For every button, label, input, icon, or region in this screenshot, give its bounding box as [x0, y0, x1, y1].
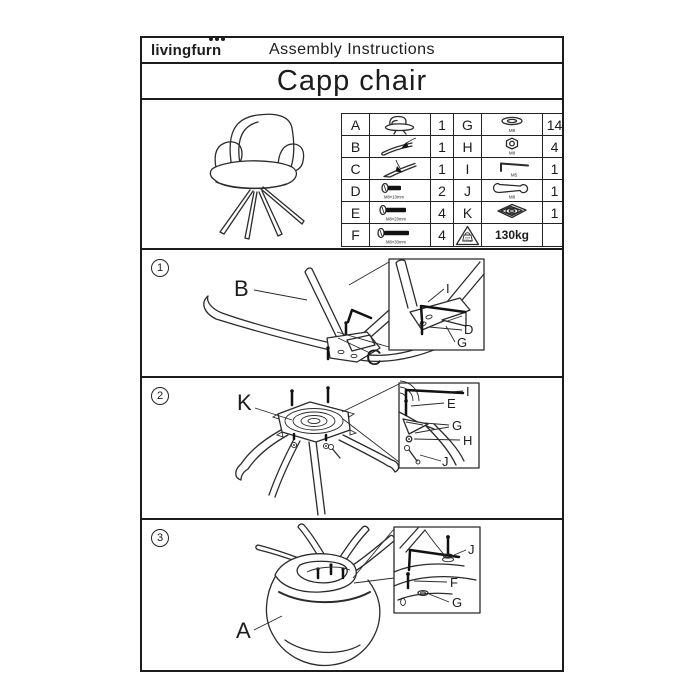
- document-frame: [140, 36, 564, 672]
- part-id: G: [454, 114, 482, 136]
- parts-overview-section: [142, 100, 562, 250]
- part-qty: 4: [431, 224, 454, 246]
- step-1-number: 1: [151, 259, 169, 277]
- part-qty: 1: [543, 158, 562, 180]
- parts-table: [341, 113, 562, 247]
- callout-part-k: K: [237, 390, 252, 415]
- callout-part-j: J: [442, 454, 449, 469]
- part-qty: 1: [431, 114, 454, 136]
- swivel-plate-icon: [482, 202, 543, 224]
- part-id: B: [342, 136, 370, 158]
- svg-text:M8: M8: [508, 150, 516, 156]
- part-qty: 4: [431, 202, 454, 224]
- callout-part-b: B: [234, 276, 249, 301]
- chair-illustration: [142, 100, 341, 248]
- callout-part-g: G: [452, 595, 463, 610]
- svg-text:130kg: 130kg: [463, 238, 472, 242]
- callout-part-f: F: [450, 575, 458, 590]
- callout-part-i: I: [466, 384, 470, 399]
- product-title: Capp chair: [276, 65, 428, 97]
- brand-logo-text: livingfurn: [151, 42, 222, 59]
- svg-text:M8×20mm: M8×20mm: [386, 216, 406, 222]
- bolt-icon: [370, 202, 431, 224]
- step-3-number: 3: [151, 529, 169, 547]
- step-3-section: [142, 520, 562, 670]
- part-id: D: [342, 180, 370, 202]
- svg-text:M8×10mm: M8×10mm: [384, 194, 404, 200]
- callout-part-g: G: [452, 418, 463, 433]
- part-id: I: [454, 158, 482, 180]
- part-id: C: [342, 158, 370, 180]
- part-qty: 1: [543, 202, 562, 224]
- step-3-diagram: [142, 520, 562, 668]
- callout-part-a: A: [236, 618, 251, 643]
- svg-text:M8: M8: [508, 194, 516, 200]
- step-1-diagram: [142, 250, 562, 376]
- callout-part-i: I: [446, 281, 450, 296]
- callout-part-j: J: [468, 542, 475, 557]
- part-qty: [543, 224, 562, 246]
- callout-part-d: D: [464, 322, 474, 337]
- callout-part-h: H: [463, 433, 473, 448]
- allen-key-icon: [482, 158, 543, 180]
- part-qty: 1: [543, 180, 562, 202]
- step-2-diagram: [142, 378, 562, 518]
- callout-part-c: C: [366, 345, 382, 370]
- part-qty: 1: [431, 136, 454, 158]
- document-header: [142, 38, 562, 64]
- step-2-number: 2: [151, 387, 169, 405]
- max-load-label: 130kg: [482, 224, 543, 246]
- part-id: K: [454, 202, 482, 224]
- callout-part-e: E: [447, 396, 456, 411]
- nut-icon: [482, 136, 543, 158]
- callout-part-g: G: [457, 335, 468, 350]
- washer-icon: [482, 114, 543, 136]
- part-qty: 14: [543, 114, 562, 136]
- leg-frame-arrow-icon: [370, 158, 431, 180]
- step-2-section: [142, 378, 562, 520]
- max-weight-icon: [454, 224, 482, 246]
- svg-text:max: max: [464, 235, 471, 239]
- svg-text:M5: M5: [510, 172, 518, 178]
- wrench-icon: [482, 180, 543, 202]
- document-title: Assembly Instructions: [268, 41, 436, 58]
- svg-text:M8×30mm: M8×30mm: [386, 239, 406, 244]
- leg-frame-arrow-icon: [370, 136, 431, 158]
- part-qty: 4: [543, 136, 562, 158]
- part-id: H: [454, 136, 482, 158]
- bolt-icon: [370, 180, 431, 202]
- part-id: E: [342, 202, 370, 224]
- product-title-row: [142, 64, 562, 100]
- part-qty: 1: [431, 158, 454, 180]
- part-qty: 2: [431, 180, 454, 202]
- bolt-icon: [370, 224, 431, 246]
- part-id: F: [342, 224, 370, 246]
- part-id: J: [454, 180, 482, 202]
- svg-text:M8: M8: [508, 128, 516, 133]
- step-1-section: [142, 250, 562, 378]
- part-id: A: [342, 114, 370, 136]
- chair-seat-icon: [370, 114, 431, 136]
